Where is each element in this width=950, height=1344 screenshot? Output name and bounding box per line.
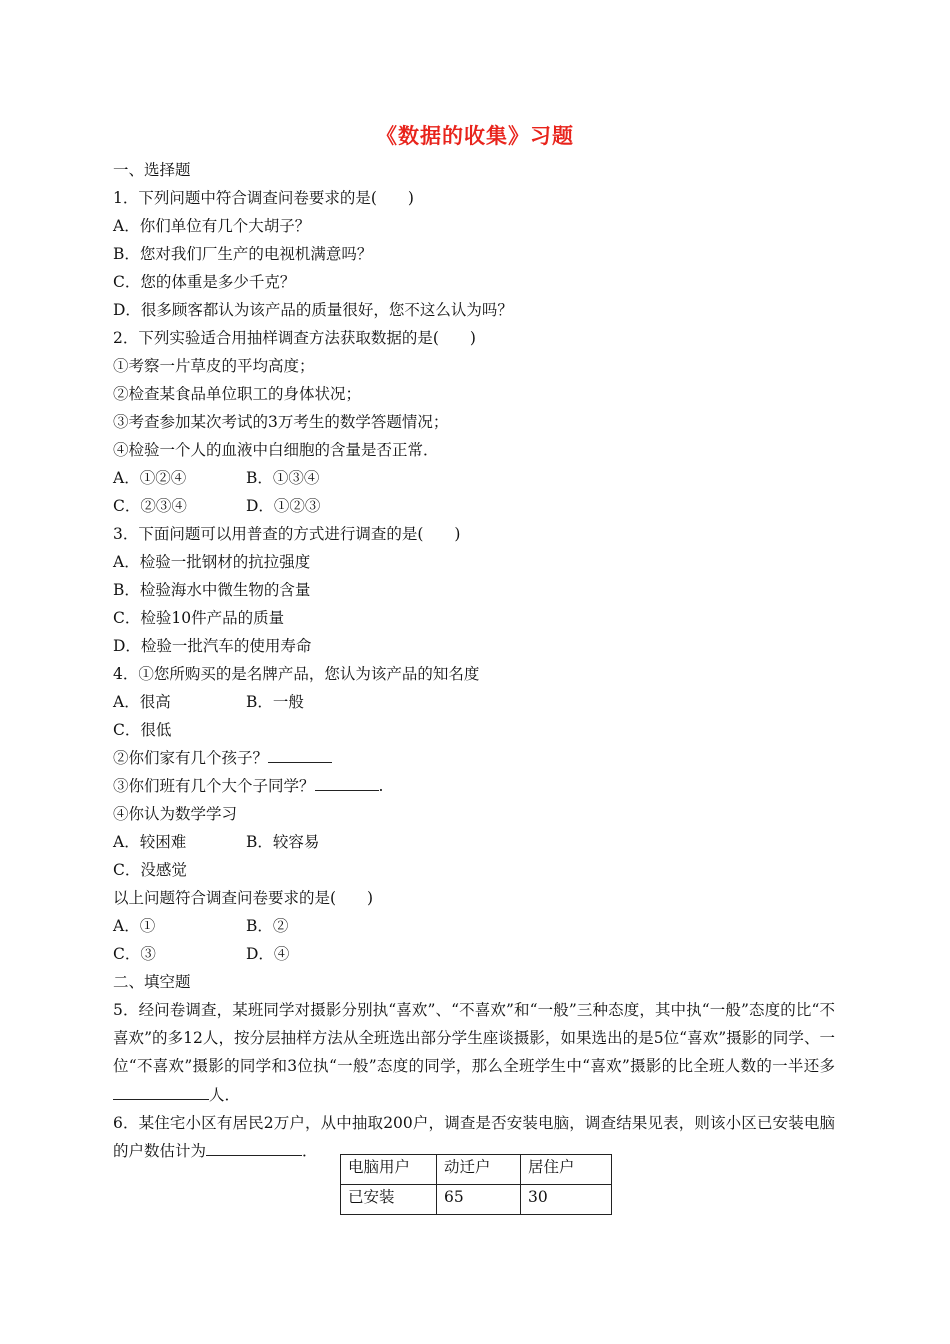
- question-2-item-2: ②检查某食品单位职工的身体状况；: [113, 385, 362, 403]
- question-4-sub1-option-b: B．一般: [246, 693, 304, 711]
- question-6-text: 6．某住宅小区有居民2万户，从中抽取200户，调查是否安装电脑，调查结果见表，则该小区已安装电脑的户数估计为: [113, 1113, 835, 1161]
- table-header-cell: 电脑用户: [341, 1155, 437, 1185]
- question-4-sub3: [113, 772, 835, 800]
- question-4-sub3-end: .: [378, 777, 384, 795]
- question-1-stem: 1．下列问题中符合调查问卷要求的是( ): [113, 189, 414, 207]
- table-header-cell: 动迁户: [437, 1155, 521, 1185]
- question-1-option-d: D．很多顾客都认为该产品的质量很好，您不这么认为吗？: [113, 301, 513, 319]
- question-4-sub1-option-c: C．很低: [113, 721, 172, 739]
- question-4-sub1-options-row: [113, 688, 835, 716]
- question-3-stem: 3．下面问题可以用普查的方式进行调查的是( ): [113, 525, 461, 543]
- question-4-options-row-2: [113, 940, 835, 968]
- question-4-ask: 以上问题符合调查问卷要求的是( ): [113, 889, 374, 907]
- question-2-options-row-2: [113, 492, 835, 520]
- question-4-sub4: ④你认为数学学习: [113, 805, 238, 823]
- question-3-option-b: B．检验海水中微生物的含量: [113, 581, 311, 599]
- document-body: [113, 156, 835, 1165]
- question-6-end: ．: [302, 1142, 318, 1161]
- question-2-item-3: ③考查参加某次考试的3万考生的数学答题情况；: [113, 413, 449, 431]
- question-1-option-c: C．您的体重是多少千克？: [113, 273, 296, 291]
- question-5: [113, 996, 835, 1109]
- question-2-item-4: ④检验一个人的血液中白细胞的含量是否正常．: [113, 441, 439, 459]
- section-heading-fill: 二、填空题: [113, 973, 191, 991]
- survey-result-table: [340, 1154, 612, 1215]
- table-header-row: [341, 1155, 612, 1185]
- question-4-sub4-options-row: [113, 828, 835, 856]
- question-4-sub4-option-a: A．较困难: [113, 833, 187, 851]
- table-row: [341, 1185, 612, 1215]
- answer-blank[interactable]: [268, 745, 332, 763]
- answer-blank[interactable]: [206, 1138, 302, 1156]
- question-1-option-b: B．您对我们厂生产的电视机满意吗？: [113, 245, 373, 263]
- question-2-options-row-1: [113, 464, 835, 492]
- question-2-item-1: ①考察一片草皮的平均高度；: [113, 357, 315, 375]
- question-1-option-a: A．你们单位有几个大胡子？: [113, 217, 311, 235]
- table-cell: 65: [437, 1185, 521, 1215]
- question-3-option-a: A．检验一批钢材的抗拉强度: [113, 553, 311, 571]
- question-4-option-d: D．④: [246, 945, 290, 963]
- question-4-stem: 4．①您所购买的是名牌产品，您认为该产品的知名度: [113, 665, 480, 683]
- section-heading-choice: 一、选择题: [113, 161, 191, 179]
- table-cell: 30: [521, 1185, 612, 1215]
- question-5-end: 人．: [209, 1085, 241, 1104]
- answer-blank[interactable]: [113, 1082, 209, 1100]
- question-2-option-b: B．①③④: [246, 469, 320, 487]
- document-title: 《数据的收集》习题: [376, 124, 574, 148]
- question-2-option-d: D．①②③: [246, 497, 321, 515]
- question-4-options-row-1: [113, 912, 835, 940]
- question-5-text: 5．经问卷调查，某班同学对摄影分别执“喜欢”、“不喜欢”和“一般”三种态度，其中执“一般”态度的比“不喜欢”的多12人，按分层抽样方法从全班选出部分学生座谈摄影，如果选出的是5位“喜欢”摄影的同学、一位“不喜欢”摄影的同学和3位执“一般”态度的同学，那么全班学生中“喜欢”摄影的比全班人数的一半还多: [113, 1001, 835, 1076]
- question-4-sub3-text: ③你们班有几个大个子同学？: [113, 777, 315, 795]
- question-3-option-c: C．检验10件产品的质量: [113, 609, 285, 627]
- table-cell: 已安装: [341, 1185, 437, 1215]
- question-4-option-a: A．①: [113, 917, 156, 935]
- question-4-sub2: [113, 744, 835, 772]
- question-4-option-b: B．②: [246, 917, 289, 935]
- question-2-stem: 2．下列实验适合用抽样调查方法获取数据的是( ): [113, 329, 476, 347]
- answer-blank[interactable]: [315, 773, 379, 791]
- question-3-option-d: D．检验一批汽车的使用寿命: [113, 637, 312, 655]
- question-4-sub4-option-c: C．没感觉: [113, 861, 187, 879]
- question-4-option-c: C．③: [113, 945, 156, 963]
- question-2-option-c: C．②③④: [113, 497, 187, 515]
- question-4-sub4-option-b: B．较容易: [246, 833, 320, 851]
- question-4-sub2-text: ②你们家有几个孩子？: [113, 749, 269, 767]
- question-2-option-a: A．①②④: [113, 469, 187, 487]
- table-header-cell: 居住户: [521, 1155, 612, 1185]
- question-4-sub1-option-a: A．很高: [113, 693, 171, 711]
